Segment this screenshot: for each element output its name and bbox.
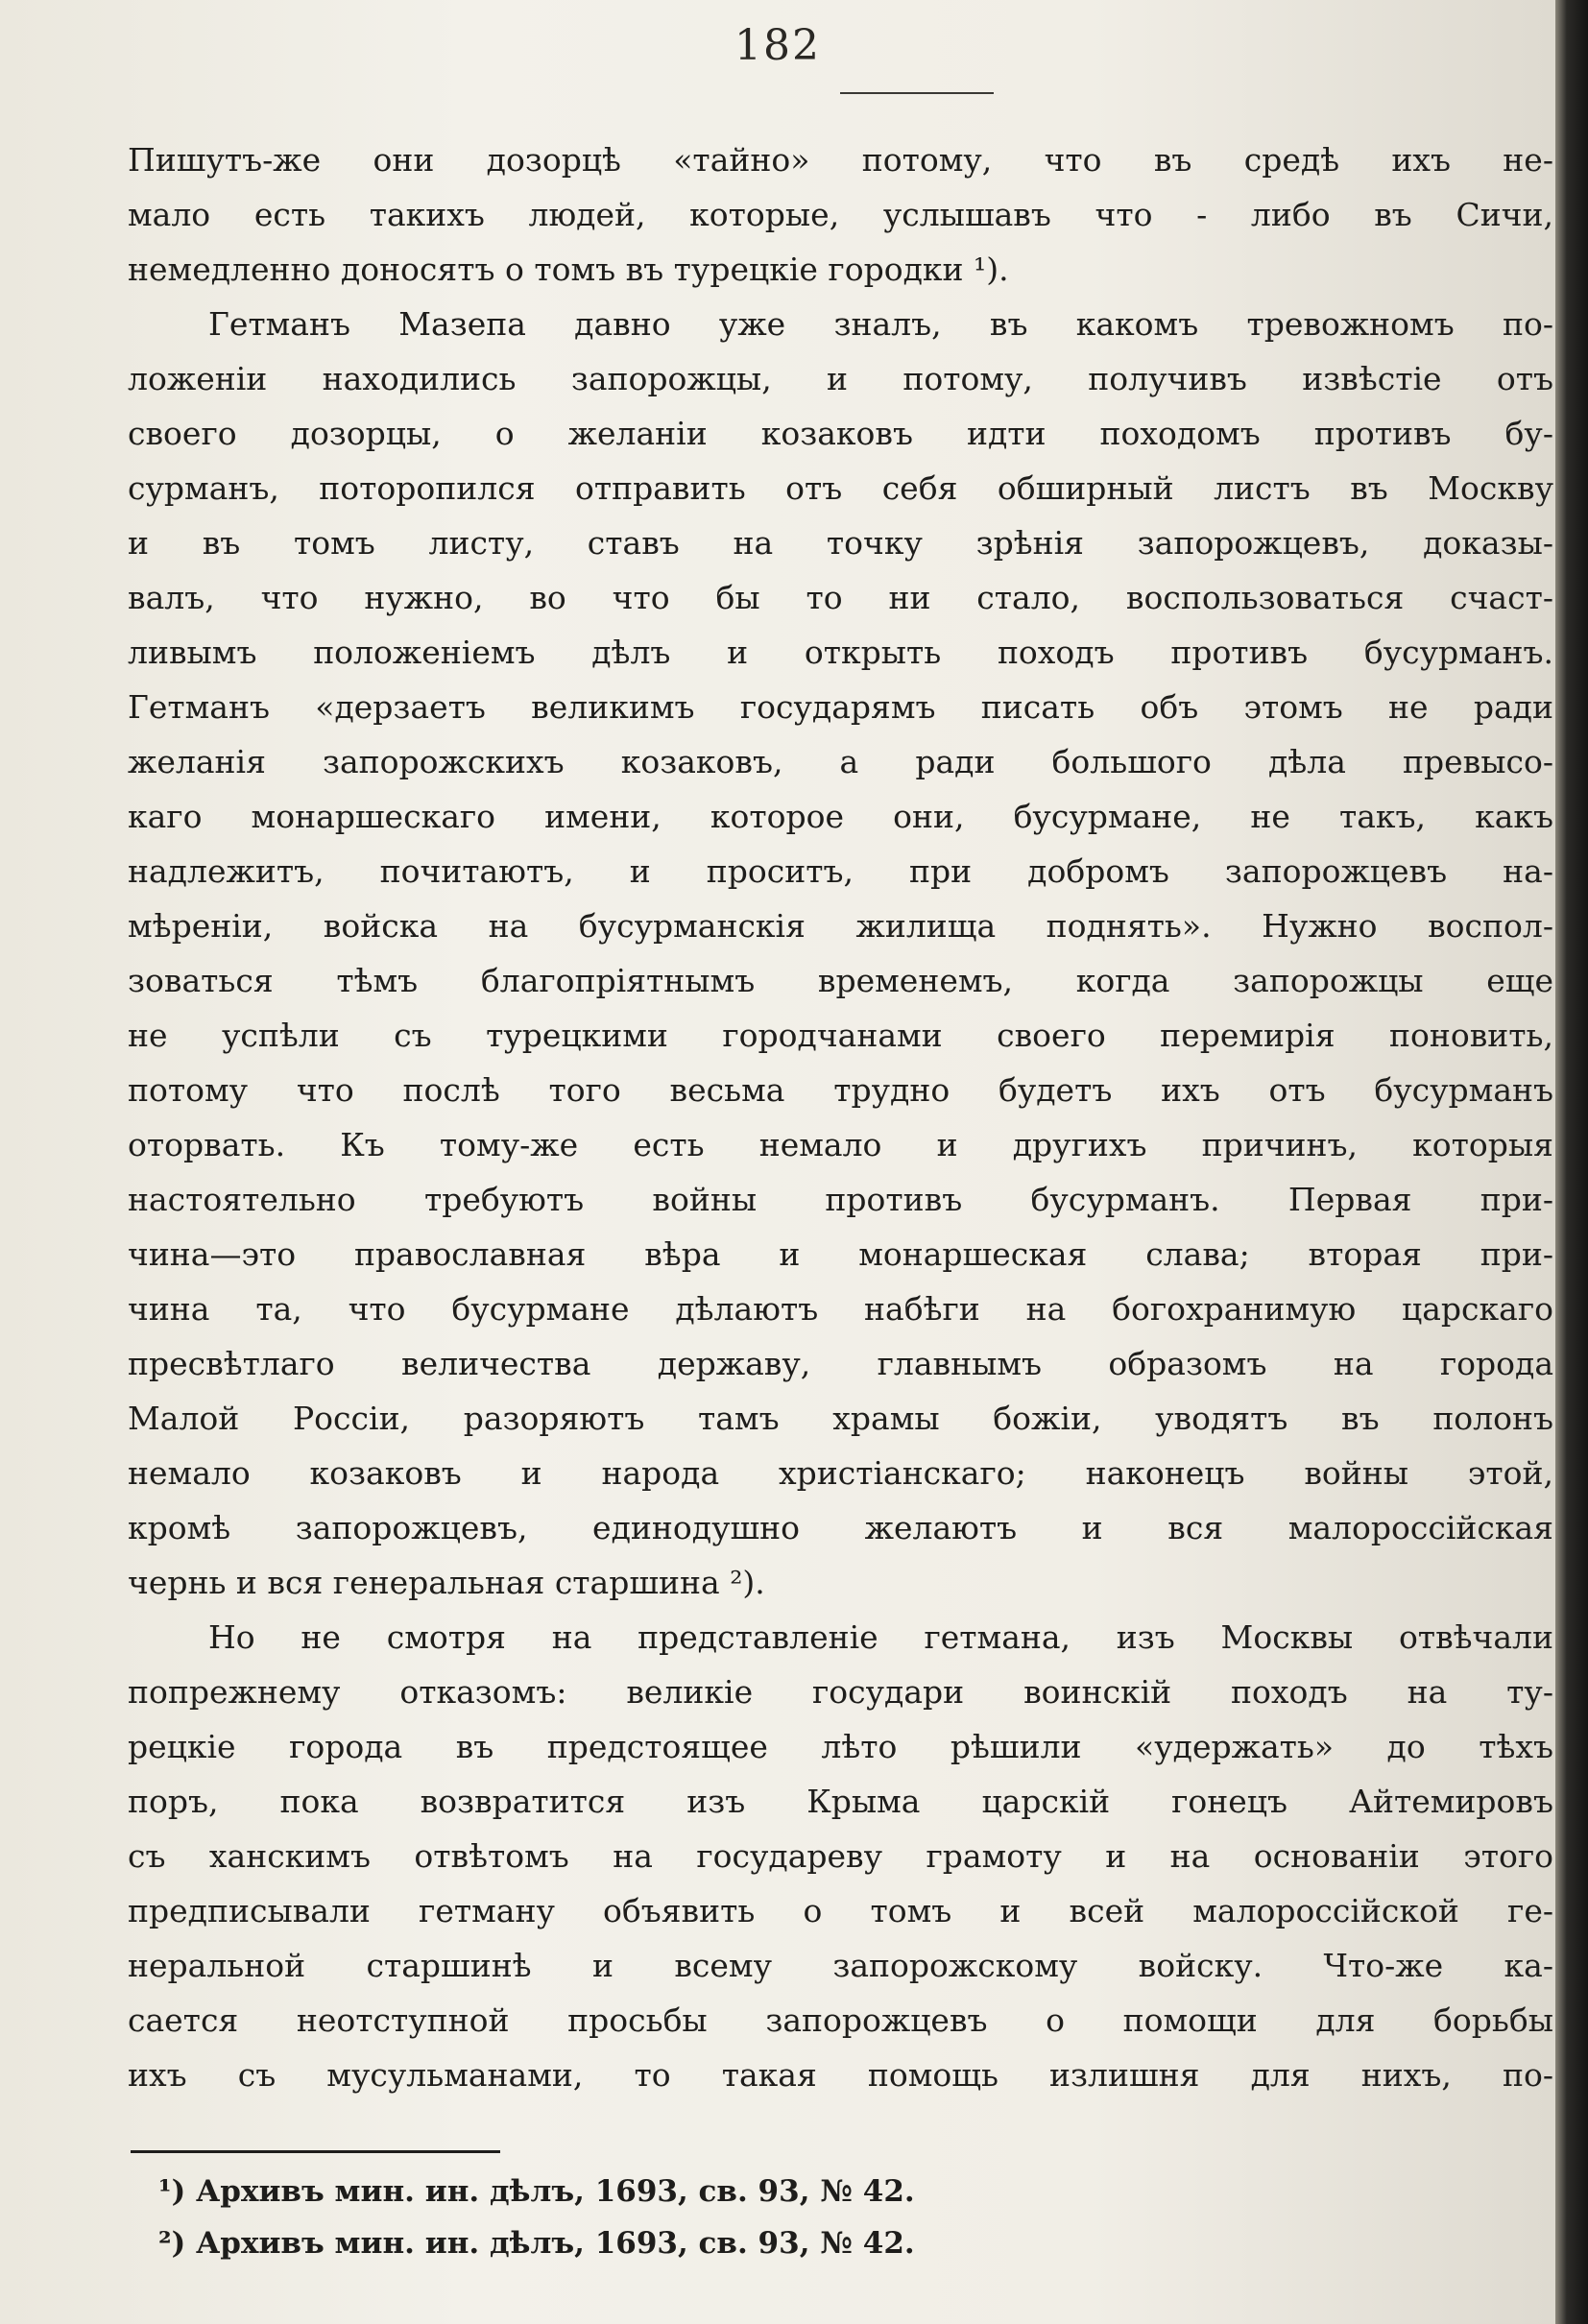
text-line: мѣреніи, войска на бусурманскія жилища поднять». Нужно воспол-	[128, 907, 1553, 945]
text-line: желанія запорожскихъ козаковъ, а ради большого дѣла превысо-	[128, 743, 1553, 780]
text-line: потому что послѣ того весьма трудно будетъ ихъ отъ бусурманъ	[128, 1071, 1553, 1109]
text-line: неральной старшинѣ и всему запорожскому войску. Что-же ка-	[128, 1947, 1553, 1984]
text-line: мало есть такихъ людей, которые, услышавъ что - либо въ Сичи,	[128, 196, 1553, 233]
page-number: 182	[734, 21, 821, 70]
text-line: не успѣли съ турецкими городчанами своего перемирія поновить,	[128, 1017, 1553, 1054]
text-line: оторвать. Къ тому-же есть немало и другихъ причинъ, которыя	[128, 1126, 1553, 1163]
page-number-rule	[840, 92, 994, 94]
text-line: Пишутъ-же они дозорцѣ «тайно» потому, что въ средѣ ихъ не-	[128, 141, 1553, 179]
footnote: ¹) Архивъ мин. ин. дѣлъ, 1693, св. 93, № 42.	[158, 2174, 915, 2209]
text-line: немедленно доносятъ о томъ въ турецкіе городки ¹).	[128, 251, 1009, 288]
text-line: чернь и вся генеральная старшина ²).	[128, 1564, 765, 1601]
footnote: ²) Архивъ мин. ин. дѣлъ, 1693, св. 93, № 42.	[158, 2226, 915, 2261]
text-line: своего дозорцы, о желаніи козаковъ идти походомъ противъ бу-	[128, 415, 1553, 452]
text-line: Малой Россіи, разоряютъ тамъ храмы божіи, уводятъ въ полонъ	[128, 1400, 1553, 1437]
text-line: предписывали гетману объявить о томъ и всей малороссійской ге-	[128, 1892, 1553, 1929]
text-line: чина та, что бусурмане дѣлаютъ набѣги на богохранимую царскаго	[128, 1290, 1553, 1328]
text-line: чина—это православная вѣра и монаршеская слава; вторая при-	[128, 1235, 1553, 1273]
text-line: ихъ съ мусульманами, то такая помощь излишня для нихъ, по-	[128, 2056, 1553, 2094]
text-line: валъ, что нужно, во что бы то ни стало, воспользоваться счаст-	[128, 579, 1553, 616]
text-line: съ ханскимъ отвѣтомъ на государеву грамоту и на основаніи этого	[128, 1837, 1553, 1875]
footnote-rule	[131, 2150, 500, 2153]
text-line: и въ томъ листу, ставъ на точку зрѣнія запорожцевъ, доказы-	[128, 524, 1553, 562]
text-line: ливымъ положеніемъ дѣлъ и открыть походъ противъ бусурманъ.	[128, 634, 1553, 671]
text-line: поръ, пока возвратится изъ Крыма царскій гонецъ Айтемировъ	[128, 1783, 1553, 1820]
text-line: сается неотступной просьбы запорожцевъ о помощи для борьбы	[128, 2001, 1553, 2039]
text-line: Гетманъ Мазепа давно уже зналъ, въ какомъ тревожномъ по-	[208, 305, 1553, 343]
text-line: зоваться тѣмъ благопріятнымъ временемъ, когда запорожцы еще	[128, 962, 1553, 999]
text-line: Гетманъ «дерзаетъ великимъ государямъ писать объ этомъ не ради	[128, 688, 1553, 726]
text-line: рецкіе города въ предстоящее лѣто рѣшили «удержать» до тѣхъ	[128, 1728, 1553, 1765]
text-line: настоятельно требуютъ войны противъ бусурманъ. Первая при-	[128, 1181, 1553, 1218]
text-line: сурманъ, поторопился отправить отъ себя обширный листъ въ Москву	[128, 469, 1553, 507]
body-text	[128, 132, 1553, 2102]
text-line: ложеніи находились запорожцы, и потому, получивъ извѣстіе отъ	[128, 360, 1553, 397]
book-page-edge	[1555, 0, 1588, 2324]
text-line: надлежитъ, почитаютъ, и проситъ, при добромъ запорожцевъ на-	[128, 852, 1553, 890]
text-line: кромѣ запорожцевъ, единодушно желаютъ и вся малороссійская	[128, 1509, 1553, 1546]
text-line: немало козаковъ и народа христіанскаго; наконецъ войны этой,	[128, 1454, 1553, 1492]
text-line: каго монаршескаго имени, которое они, бусурмане, не такъ, какъ	[128, 798, 1553, 835]
text-line: пресвѣтлаго величества державу, главнымъ образомъ на города	[128, 1345, 1553, 1382]
footnotes	[158, 2166, 1215, 2269]
text-line: попрежнему отказомъ: великіе государи воинскій походъ на ту-	[128, 1673, 1553, 1711]
text-line: Но не смотря на представленіе гетмана, изъ Москвы отвѣчали	[208, 1618, 1553, 1656]
